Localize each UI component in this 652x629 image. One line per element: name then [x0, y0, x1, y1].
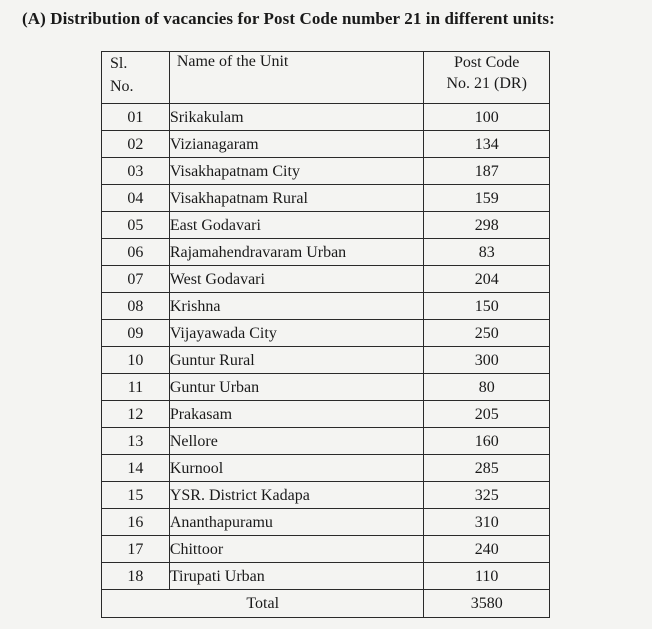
header-unit-name: Name of the Unit: [169, 52, 424, 104]
cell-unit-name: Rajamahendravaram Urban: [169, 239, 424, 266]
cell-sl-no: 05: [102, 212, 170, 239]
cell-sl-no: 02: [102, 131, 170, 158]
table-row: [102, 320, 550, 347]
table-row: [102, 266, 550, 293]
cell-sl-no: 17: [102, 536, 170, 563]
header-code-line1: Post Code: [454, 54, 520, 71]
cell-sl-no: 11: [102, 374, 170, 401]
cell-sl-no: 03: [102, 158, 170, 185]
cell-unit-name: Tirupati Urban: [169, 563, 424, 590]
cell-unit-name: East Godavari: [169, 212, 424, 239]
cell-sl-no: 04: [102, 185, 170, 212]
table-row: [102, 239, 550, 266]
cell-vacancy-count: 134: [424, 131, 550, 158]
cell-unit-name: Prakasam: [169, 401, 424, 428]
header-sl-no: [102, 52, 170, 104]
vacancies-table: [101, 51, 550, 618]
cell-sl-no: 10: [102, 347, 170, 374]
table-row: [102, 455, 550, 482]
cell-unit-name: YSR. District Kadapa: [169, 482, 424, 509]
cell-sl-no: 01: [102, 104, 170, 131]
table-row: [102, 536, 550, 563]
cell-sl-no: 09: [102, 320, 170, 347]
table-row: [102, 158, 550, 185]
cell-vacancy-count: 160: [424, 428, 550, 455]
cell-unit-name: Vijayawada City: [169, 320, 424, 347]
header-post-code: [424, 52, 550, 104]
cell-unit-name: Visakhapatnam City: [169, 158, 424, 185]
table-row: [102, 347, 550, 374]
total-label: Total: [102, 590, 424, 618]
table-row: [102, 212, 550, 239]
cell-vacancy-count: 150: [424, 293, 550, 320]
cell-vacancy-count: 100: [424, 104, 550, 131]
cell-sl-no: 13: [102, 428, 170, 455]
cell-vacancy-count: 159: [424, 185, 550, 212]
header-sl-line1: Sl.: [110, 55, 128, 72]
cell-sl-no: 14: [102, 455, 170, 482]
cell-sl-no: 18: [102, 563, 170, 590]
cell-sl-no: 08: [102, 293, 170, 320]
cell-vacancy-count: 110: [424, 563, 550, 590]
cell-vacancy-count: 187: [424, 158, 550, 185]
cell-vacancy-count: 325: [424, 482, 550, 509]
cell-unit-name: Chittoor: [169, 536, 424, 563]
table-row: [102, 509, 550, 536]
cell-vacancy-count: 205: [424, 401, 550, 428]
cell-unit-name: Guntur Rural: [169, 347, 424, 374]
cell-vacancy-count: 298: [424, 212, 550, 239]
total-value: 3580: [424, 590, 550, 618]
table-row: [102, 428, 550, 455]
cell-unit-name: Guntur Urban: [169, 374, 424, 401]
cell-vacancy-count: 300: [424, 347, 550, 374]
cell-vacancy-count: 83: [424, 239, 550, 266]
cell-unit-name: Kurnool: [169, 455, 424, 482]
table-row: [102, 185, 550, 212]
cell-sl-no: 16: [102, 509, 170, 536]
cell-sl-no: 12: [102, 401, 170, 428]
table-row: [102, 104, 550, 131]
cell-sl-no: 15: [102, 482, 170, 509]
table-row: [102, 482, 550, 509]
table-row: [102, 401, 550, 428]
cell-unit-name: Vizianagaram: [169, 131, 424, 158]
cell-unit-name: Nellore: [169, 428, 424, 455]
cell-vacancy-count: 80: [424, 374, 550, 401]
table-body: [102, 104, 550, 590]
table-row: [102, 563, 550, 590]
cell-vacancy-count: 240: [424, 536, 550, 563]
cell-sl-no: 06: [102, 239, 170, 266]
cell-vacancy-count: 285: [424, 455, 550, 482]
cell-unit-name: Ananthapuramu: [169, 509, 424, 536]
section-heading: (A) Distribution of vacancies for Post Code number 21 in different units:: [22, 9, 555, 28]
cell-vacancy-count: 310: [424, 509, 550, 536]
header-code-line2: No. 21 (DR): [446, 75, 527, 92]
total-row: [102, 590, 550, 618]
table-row: [102, 293, 550, 320]
cell-sl-no: 07: [102, 266, 170, 293]
cell-vacancy-count: 204: [424, 266, 550, 293]
cell-unit-name: Srikakulam: [169, 104, 424, 131]
header-sl-line2: No.: [110, 78, 134, 95]
cell-unit-name: West Godavari: [169, 266, 424, 293]
table-row: [102, 131, 550, 158]
table-header-row: [102, 52, 550, 104]
cell-vacancy-count: 250: [424, 320, 550, 347]
table-row: [102, 374, 550, 401]
cell-unit-name: Krishna: [169, 293, 424, 320]
cell-unit-name: Visakhapatnam Rural: [169, 185, 424, 212]
